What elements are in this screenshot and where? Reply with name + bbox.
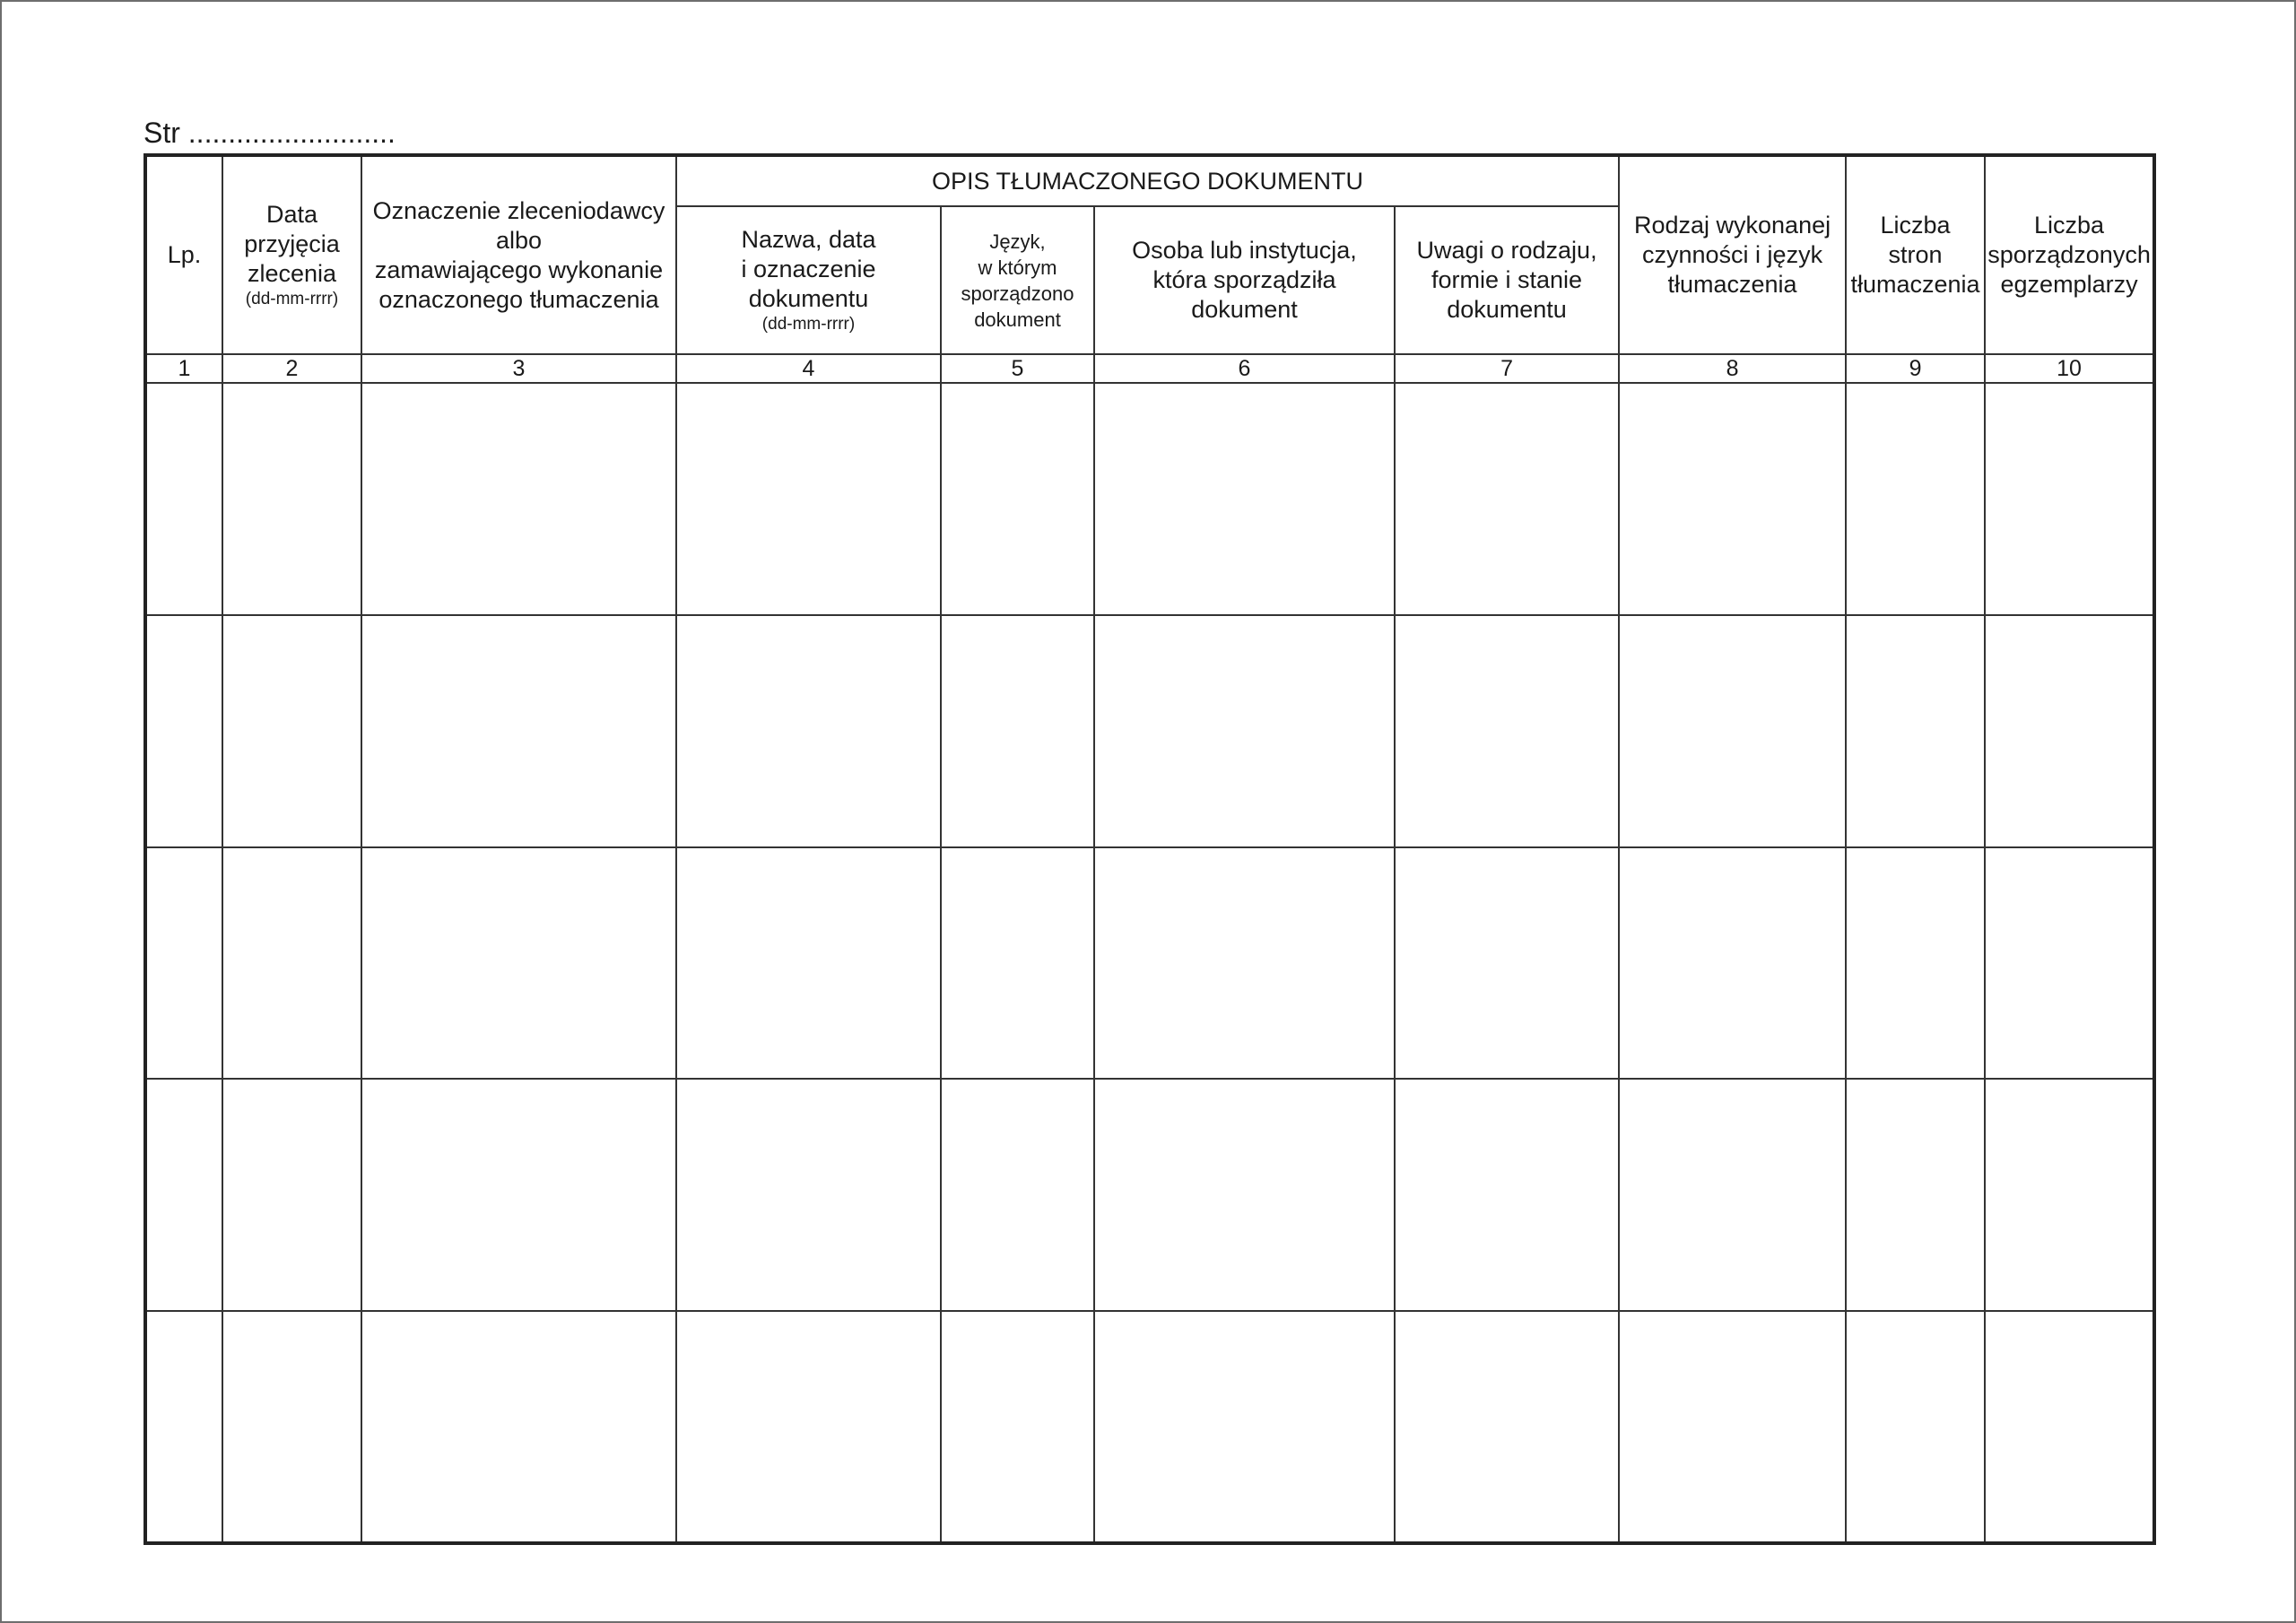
empty-entry-cell	[145, 615, 222, 847]
empty-entry-cell	[1094, 1079, 1395, 1311]
empty-entry-cell	[1985, 1079, 2154, 1311]
empty-entry-cell	[1395, 847, 1619, 1080]
empty-entry-cell	[1985, 847, 2154, 1080]
empty-entry-cell	[1619, 383, 1846, 615]
column-number-row	[145, 354, 2154, 383]
header-jezyk-line: sporządzono	[961, 282, 1074, 305]
empty-entry-cell	[1846, 1311, 1985, 1543]
header-liczba-stron	[1846, 155, 1985, 354]
empty-entry-cell	[222, 615, 361, 847]
page-number-label: Str ..........................	[144, 117, 396, 149]
empty-entry-cell	[1846, 847, 1985, 1080]
header-rodzaj-line: tłumaczenia	[1667, 271, 1797, 298]
empty-entry-cell	[145, 1311, 222, 1543]
table-row	[145, 1079, 2154, 1311]
header-liczba-egzemplarzy-line: sporządzonych	[1987, 241, 2151, 268]
empty-entry-cell	[361, 615, 676, 847]
date-format-note: (dd-mm-rrrr)	[245, 290, 339, 308]
empty-entry-cell	[222, 1311, 361, 1543]
header-liczba-stron-line: stron	[1888, 241, 1943, 268]
empty-entry-cell	[1395, 615, 1619, 847]
column-number: 7	[1395, 354, 1619, 383]
header-liczba-egzemplarzy	[1985, 155, 2154, 354]
empty-entry-cell	[222, 847, 361, 1080]
empty-entry-cell	[1619, 1079, 1846, 1311]
column-number: 2	[222, 354, 361, 383]
empty-entry-cell	[941, 1079, 1094, 1311]
header-oznaczenie	[361, 155, 676, 354]
table-row	[145, 615, 2154, 847]
empty-entry-cell	[1985, 615, 2154, 847]
empty-entry-cell	[1094, 615, 1395, 847]
header-uwagi-line: dokumentu	[1447, 296, 1567, 323]
header-uwagi-line: formie i stanie	[1431, 266, 1583, 293]
header-opis-group: OPIS TŁUMACZONEGO DOKUMENTU	[676, 155, 1619, 206]
header-jezyk	[941, 206, 1094, 354]
header-data-przyjecia	[222, 155, 361, 354]
header-nazwa	[676, 206, 941, 354]
header-oznaczenie-line: Oznaczenie zleceniodawcy	[372, 196, 665, 224]
empty-entry-cell	[1094, 383, 1395, 615]
empty-entry-cell	[222, 1079, 361, 1311]
header-oznaczenie-line: albo	[495, 226, 543, 254]
empty-entry-cell	[1846, 383, 1985, 615]
column-number: 8	[1619, 354, 1846, 383]
empty-entry-cell	[1094, 1311, 1395, 1543]
header-uwagi-line: Uwagi o rodzaju,	[1416, 237, 1597, 264]
empty-entry-cell	[676, 847, 941, 1080]
empty-entry-cell	[1619, 1311, 1846, 1543]
empty-entry-cell	[676, 383, 941, 615]
header-osoba-line: dokument	[1191, 296, 1298, 323]
empty-entry-cell	[1846, 615, 1985, 847]
translation-register-table	[144, 153, 2156, 1545]
table-row	[145, 847, 2154, 1080]
table-row	[145, 1311, 2154, 1543]
empty-entry-cell	[1094, 847, 1395, 1080]
column-number: 9	[1846, 354, 1985, 383]
empty-entry-cell	[1985, 383, 2154, 615]
column-number: 1	[145, 354, 222, 383]
header-liczba-egzemplarzy-line: egzemplarzy	[2000, 271, 2138, 298]
header-liczba-stron-line: Liczba	[1880, 212, 1951, 239]
table-row	[145, 383, 2154, 615]
empty-entry-cell	[941, 383, 1094, 615]
empty-entry-cell	[941, 847, 1094, 1080]
empty-entry-cell	[676, 615, 941, 847]
header-liczba-stron-line: tłumaczenia	[1850, 271, 1980, 298]
column-number: 5	[941, 354, 1094, 383]
header-nazwa-line: i oznaczenie	[741, 256, 876, 282]
header-jezyk-line: Język,	[989, 230, 1046, 253]
empty-entry-cell	[941, 615, 1094, 847]
header-data-przyjecia-line: zlecenia	[247, 260, 337, 287]
empty-entry-cell	[145, 383, 222, 615]
column-number: 10	[1985, 354, 2154, 383]
column-number: 6	[1094, 354, 1395, 383]
header-uwagi	[1395, 206, 1619, 354]
header-liczba-egzemplarzy-line: Liczba	[2034, 212, 2105, 239]
header-oznaczenie-line: zamawiającego wykonanie	[374, 256, 664, 283]
empty-entry-cell	[676, 1311, 941, 1543]
empty-entry-cell	[145, 847, 222, 1080]
empty-entry-cell	[361, 847, 676, 1080]
header-nazwa-line: Nazwa, data	[741, 226, 876, 253]
empty-entry-cell	[361, 383, 676, 615]
header-data-przyjecia-line: Data	[265, 201, 318, 228]
date-format-note: (dd-mm-rrrr)	[761, 315, 856, 334]
header-jezyk-line: dokument	[974, 308, 1061, 331]
header-osoba-line: Osoba lub instytucja,	[1132, 237, 1357, 264]
register-body	[145, 383, 2154, 1543]
empty-entry-cell	[676, 1079, 941, 1311]
empty-entry-cell	[1619, 615, 1846, 847]
header-oznaczenie-line: oznaczonego tłumaczenia	[378, 285, 659, 313]
empty-entry-cell	[1985, 1311, 2154, 1543]
empty-entry-cell	[145, 1079, 222, 1311]
header-data-przyjecia-line: przyjęcia	[244, 230, 340, 257]
column-number: 4	[676, 354, 941, 383]
empty-entry-cell	[361, 1311, 676, 1543]
empty-entry-cell	[361, 1079, 676, 1311]
header-lp: Lp.	[145, 155, 222, 354]
header-rodzaj-line: czynności i język	[1642, 241, 1823, 268]
empty-entry-cell	[1395, 1079, 1619, 1311]
header-nazwa-line: dokumentu	[748, 285, 869, 312]
header-rodzaj	[1619, 155, 1846, 354]
column-number: 3	[361, 354, 676, 383]
empty-entry-cell	[1395, 383, 1619, 615]
header-osoba-line: która sporządziła	[1152, 266, 1336, 293]
empty-entry-cell	[1846, 1079, 1985, 1311]
empty-entry-cell	[1619, 847, 1846, 1080]
empty-entry-cell	[222, 383, 361, 615]
empty-entry-cell	[1395, 1311, 1619, 1543]
header-osoba	[1094, 206, 1395, 354]
header-rodzaj-line: Rodzaj wykonanej	[1633, 212, 1831, 239]
header-jezyk-line: w którym	[978, 256, 1057, 279]
empty-entry-cell	[941, 1311, 1094, 1543]
